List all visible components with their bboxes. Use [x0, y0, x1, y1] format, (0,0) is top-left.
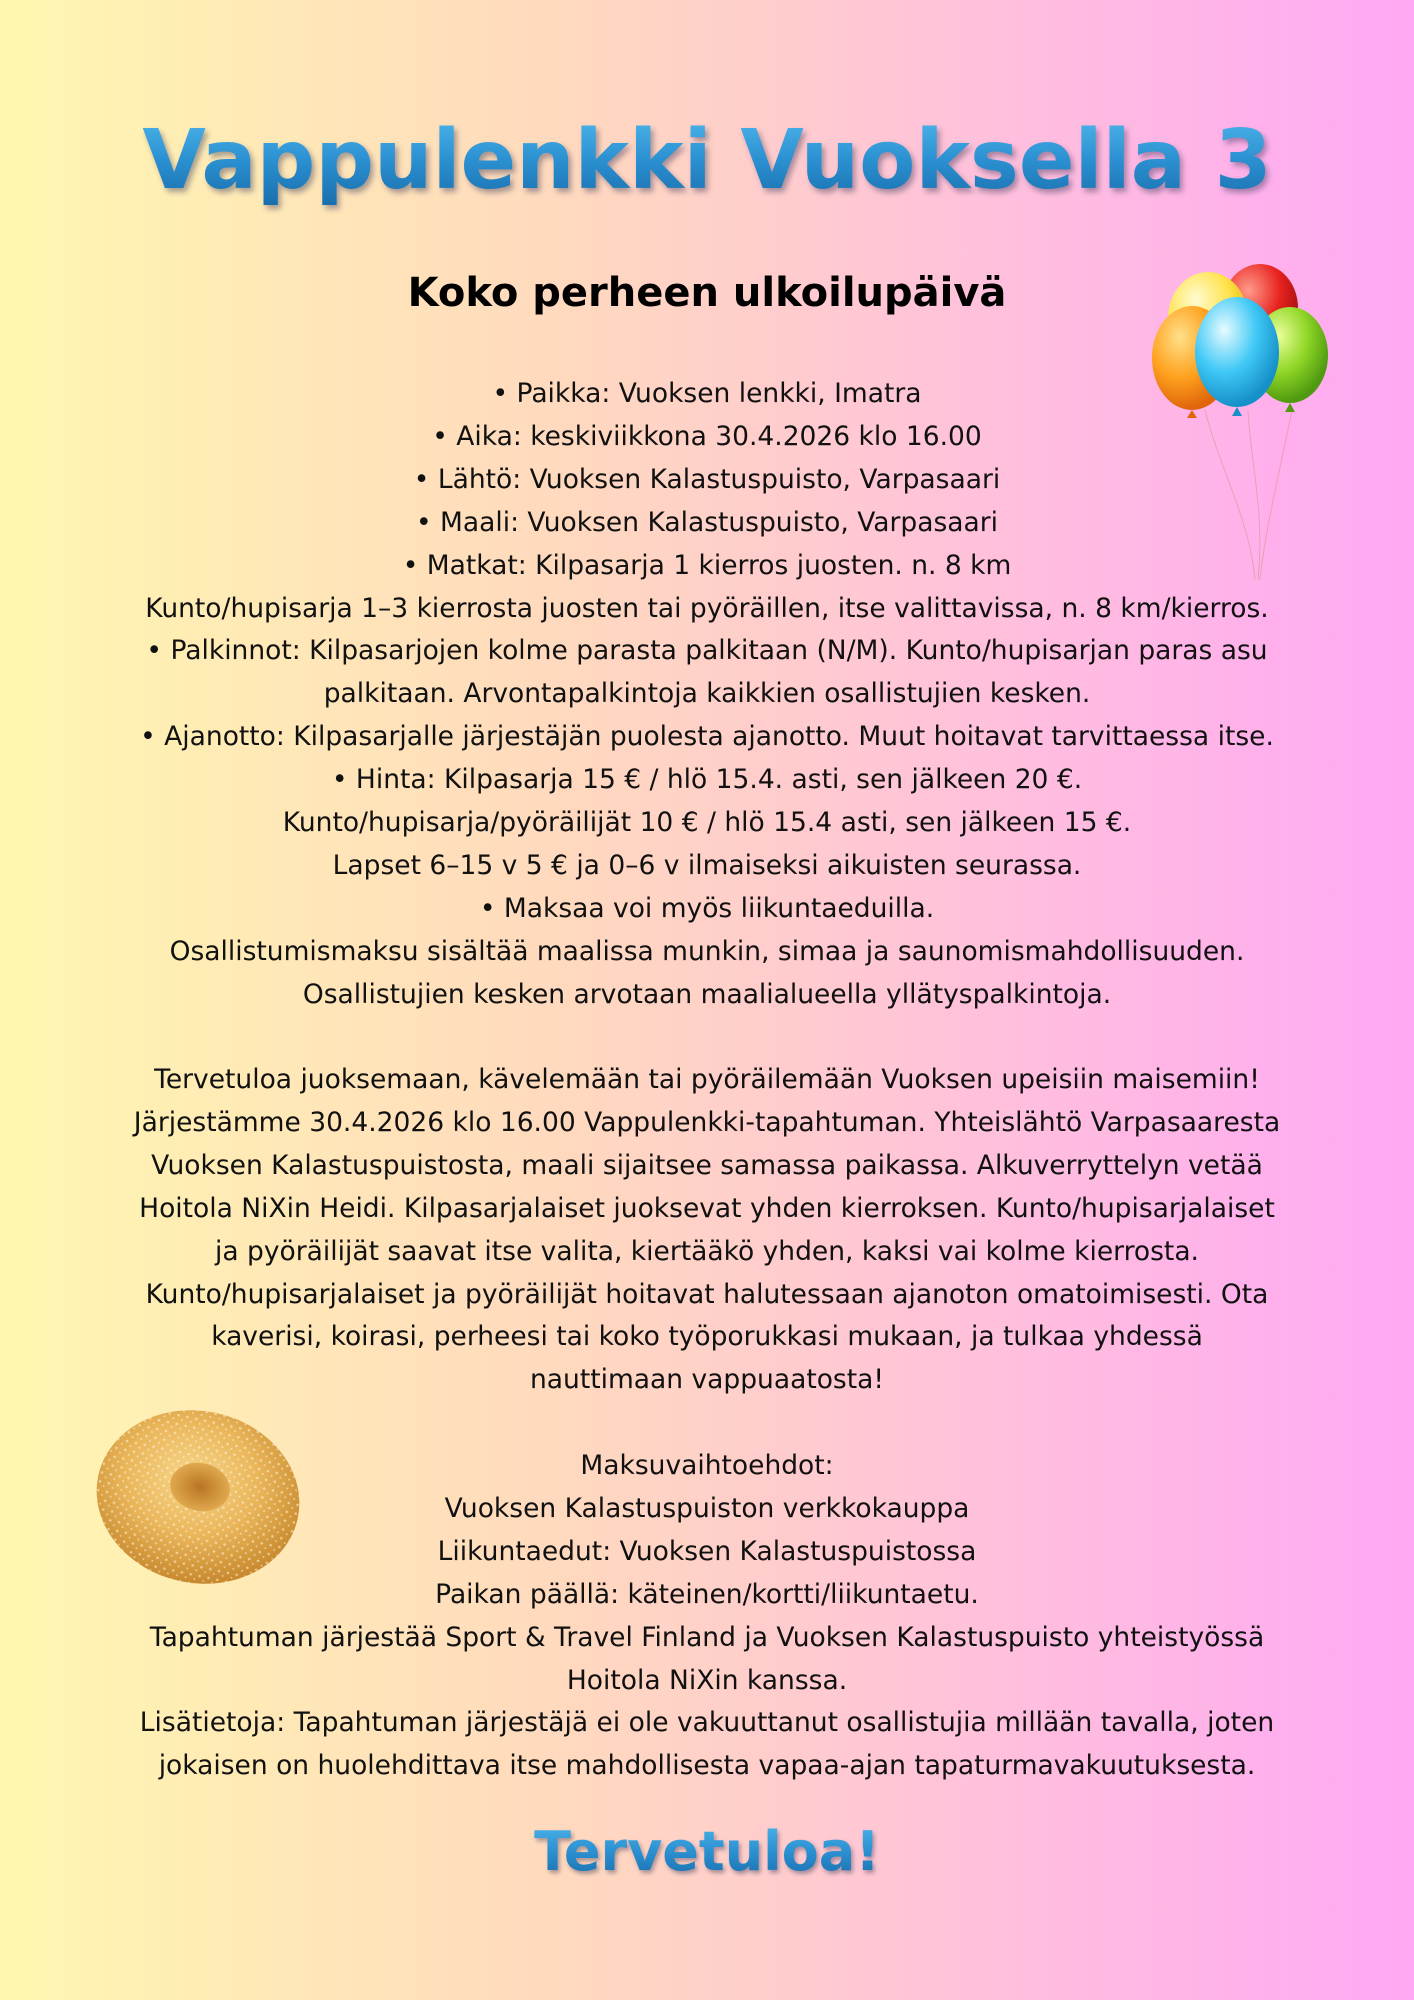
closing-welcome: Tervetuloa! — [0, 1816, 1414, 1888]
detail-line-place: • Paikka: Vuoksen lenkki, Imatra — [492, 378, 922, 409]
detail-line-prizes: • Palkinnot: Kilpasarjojen kolme parasta palkitaan (N/M). Kunto/hupisarjan paras asu — [146, 635, 1268, 667]
detail-line-fun-series: Kunto/hupisarja 1–3 kierrosta juosten tai pyöräillen, itse valittavissa, n. 8 km/kierros. — [145, 592, 1269, 624]
detail-line-raffle: Osallistujien kesken arvotaan maalialueella yllätyspalkintoja. — [302, 978, 1112, 1010]
intro-line: Kunto/hupisarjalaiset ja pyöräilijät hoitavat halutessaan ajanoton omatoimisesti. Ota — [145, 1278, 1269, 1310]
disclaimer-line: Lisätietoja: Tapahtuman järjestäjä ei ole vakuuttanut osallistujia millään tavalla, joten — [139, 1707, 1275, 1739]
detail-line-time: • Aika: keskiviikkona 30.4.2026 klo 16.00 — [432, 420, 982, 452]
payment-heading: Maksuvaihtoehdot: — [580, 1450, 834, 1481]
detail-line-timing: • Ajanotto: Kilpasarjalle järjestäjän puolesta ajanotto. Muut hoitavat tarvittaessa itse. — [140, 721, 1274, 753]
detail-line-start: • Lähtö: Vuoksen Kalastuspuisto, Varpasaari — [413, 463, 1001, 495]
detail-line-prizes-cont: palkitaan. Arvontapalkintoja kaikkien osallistujien kesken. — [323, 678, 1091, 710]
detail-line-price-fun: Kunto/hupisarja/pyöräilijät 10 € / hlö 15.4 asti, sen jälkeen 15 €. — [282, 807, 1132, 839]
payment-line: Vuoksen Kalastuspuiston verkkokauppa — [444, 1492, 970, 1524]
disclaimer-line: jokaisen on huolehdittava itse mahdollisesta vapaa-ajan tapaturmavakuutuksesta. — [158, 1750, 1256, 1782]
detail-line-finish: • Maali: Vuoksen Kalastuspuisto, Varpasaari — [415, 506, 999, 538]
page-title: Vappulenkki Vuoksella 3 — [0, 106, 1414, 216]
organizer-line: Tapahtuman järjestää Sport & Travel Finland ja Vuoksen Kalastuspuisto yhteistyössä — [149, 1621, 1265, 1653]
payment-line: Paikan päällä: käteinen/kortti/liikuntaetu. — [435, 1578, 979, 1610]
intro-line: Hoitola NiXin Heidi. Kilpasarjalaiset juoksevat yhden kierroksen. Kunto/hupisarjalaiset — [139, 1192, 1275, 1224]
detail-line-price-kids: Lapset 6–15 v 5 € ja 0–6 v ilmaiseksi aikuisten seurassa. — [332, 849, 1082, 881]
intro-line: kaverisi, koirasi, perheesi tai koko työporukkasi mukaan, ja tulkaa yhdessä — [211, 1321, 1203, 1353]
payment-info — [60, 1445, 1354, 1788]
detail-line-includes: Osallistumismaksu sisältää maalissa munkin, simaa ja saunomismahdollisuuden. — [169, 935, 1245, 967]
intro-line: nauttimaan vappuaatosta! — [530, 1364, 884, 1396]
detail-line-distances: • Matkat: Kilpasarja 1 kierros juosten. n. 8 km — [402, 549, 1012, 581]
detail-line-benefits: • Maksaa voi myös liikuntaeduilla. — [479, 892, 935, 924]
detail-line-price: • Hinta: Kilpasarja 15 € / hlö 15.4. asti, sen jälkeen 20 €. — [331, 764, 1083, 796]
event-details — [60, 373, 1354, 1017]
intro-line: Tervetuloa juoksemaan, kävelemään tai pyöräilemään Vuoksen upeisiin maisemiin! — [154, 1064, 1260, 1095]
intro-line: Vuoksen Kalastuspuistosta, maali sijaitsee samassa paikassa. Alkuverryttelyn vetää — [151, 1149, 1263, 1181]
subtitle: Koko perheen ulkoilupäivä — [407, 270, 1007, 316]
payment-line: Liikuntaedut: Vuoksen Kalastuspuistossa — [437, 1535, 977, 1567]
organizer-line: Hoitola NiXin kanssa. — [566, 1664, 848, 1696]
intro-line: ja pyöräilijät saavat itse valita, kiertääkö yhden, kaksi vai kolme kierrosta. — [215, 1235, 1199, 1267]
intro-line: Järjestämme 30.4.2026 klo 16.00 Vappulenkki-tapahtuman. Yhteislähtö Varpasaaresta — [133, 1106, 1281, 1138]
intro-paragraph — [60, 1059, 1354, 1402]
